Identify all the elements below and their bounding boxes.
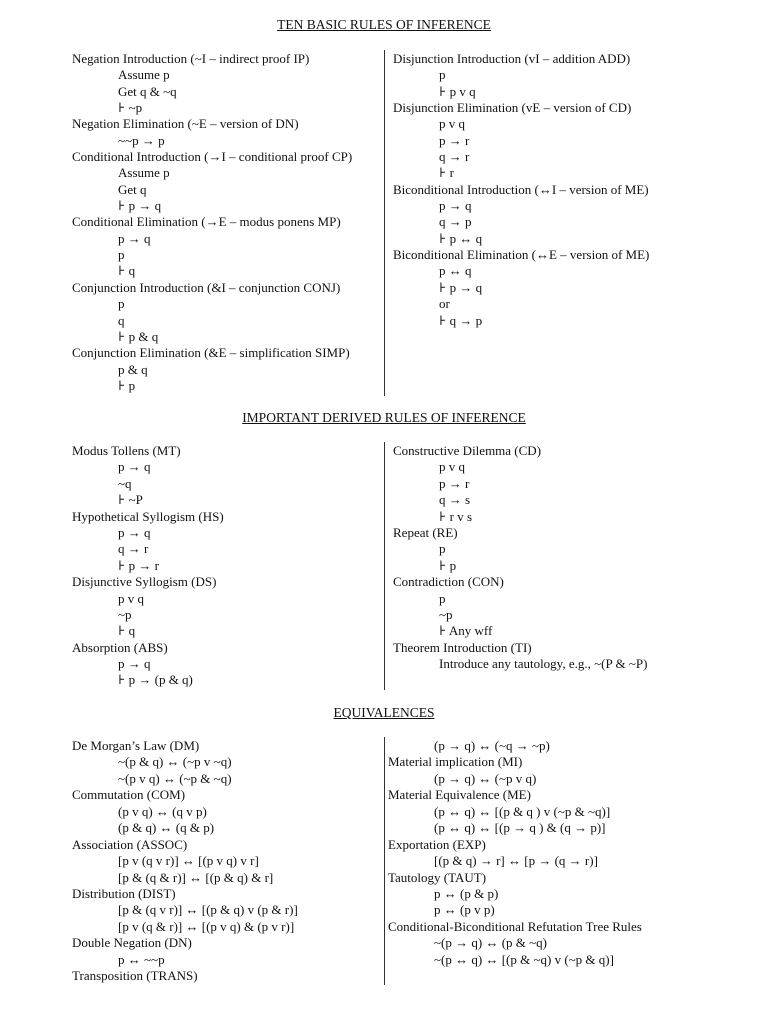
formula-line: Assume p [118, 165, 170, 181]
rule-name: Theorem Introduction (TI) [393, 639, 532, 655]
formula-line: Introduce any tautology, e.g., ~(P & ~P) [439, 656, 648, 672]
formula-line: p [118, 247, 125, 263]
formula-line: Get q & ~q [118, 83, 177, 99]
formula-line: p ↔ (p & p) [434, 885, 499, 901]
formula-line: [p & (q v r)] ↔ [(p & q) v (p & r)] [118, 902, 298, 918]
formula-line: p → q [118, 656, 151, 672]
rule-name: Tautology (TAUT) [388, 869, 487, 885]
rule-name: Conjunction Introduction (&I – conjunction CONJ) [72, 279, 341, 295]
formula-line: (p ↔ q) ↔ [(p → q ) & (q → p)] [434, 820, 606, 836]
rule-name: Biconditional Elimination (↔E – version of ME) [393, 247, 650, 263]
formula-line: p v q [439, 116, 465, 132]
equivalences-left-column [72, 738, 298, 985]
formula-line: ~p [439, 606, 453, 622]
formula-line: ⊦ q [118, 623, 136, 639]
formula-line: (p → q) ↔ (~q → ~p) [434, 738, 550, 753]
formula-line: ⊦ p v q [439, 83, 476, 99]
formula-line: ⊦ p & q [118, 328, 159, 344]
formula-line: ⊦ r [439, 165, 454, 181]
formula-line: q → s [439, 492, 471, 508]
formula-line: p → q [118, 230, 151, 246]
formula-line: p [118, 296, 125, 312]
rule-name: Repeat (RE) [393, 524, 458, 540]
rule-name: Contradiction (CON) [393, 574, 504, 590]
formula-line: ⊦ ~p [118, 100, 143, 116]
rule-name: Transposition (TRANS) [72, 968, 198, 984]
formula-line: (p v q) ↔ (q v p) [118, 803, 207, 819]
formula-line: p v q [439, 459, 465, 475]
rule-name: Disjunction Elimination (vE – version of CD) [393, 100, 632, 116]
rule-name: Disjunction Introduction (vI – addition ADD) [393, 51, 631, 66]
rule-name: Conjunction Elimination (&E – simplification SIMP) [72, 345, 350, 361]
formula-line: [p & (q & r)] ↔ [(p & q) & r] [118, 869, 274, 885]
derived-rules-heading: IMPORTANT DERIVED RULES OF INFERENCE [242, 410, 526, 425]
formula-line: p → r [439, 475, 470, 491]
rule-name: Absorption (ABS) [72, 639, 168, 655]
formula-line: p → q [118, 459, 151, 475]
formula-line: q [118, 312, 125, 328]
formula-line: ⊦ p ↔ q [439, 230, 483, 246]
formula-line: q → r [439, 149, 470, 165]
basic-rules-divider [384, 50, 385, 396]
formula-line: ~(p & q) ↔ (~p v ~q) [118, 754, 232, 770]
formula-line: ⊦ p → (p & q) [118, 672, 193, 688]
formula-line: (p → q) ↔ (~p v q) [434, 770, 537, 786]
formula-line: p [439, 590, 446, 606]
rule-name: Double Negation (DN) [72, 935, 192, 951]
formula-line: (p ↔ q) ↔ [(p & q ) v (~p & ~q)] [434, 803, 611, 819]
formula-line: p [439, 67, 446, 83]
derived-rules-right-column [393, 443, 647, 672]
rule-name: Conditional-Biconditional Refutation Tree Rules [388, 918, 642, 934]
formula-line: p → q [439, 198, 472, 214]
rule-name: Material Equivalence (ME) [388, 787, 531, 803]
rule-name: Biconditional Introduction (↔I – version of ME) [393, 181, 649, 197]
formula-line: p ↔ q [439, 263, 472, 279]
formula-line: ⊦ p [118, 377, 136, 393]
formula-line: p & q [118, 361, 148, 377]
formula-line: ~q [118, 475, 132, 491]
formula-line: ~~p → p [118, 132, 165, 148]
formula-line: p v q [118, 590, 144, 606]
formula-line: Assume p [118, 67, 170, 83]
derived-rules-divider [384, 442, 385, 690]
formula-line: ~(p ↔ q) ↔ [(p & ~q) v (~p & q)] [434, 951, 614, 967]
formula-line: ⊦ ~P [118, 492, 143, 508]
formula-line: p [439, 541, 446, 557]
rule-name: Material implication (MI) [388, 754, 523, 770]
rule-name: Distribution (DIST) [72, 885, 176, 901]
formula-line: ⊦ r v s [439, 508, 473, 524]
basic-rules-left-column [72, 51, 352, 394]
formula-line: p → q [118, 524, 151, 540]
equivalences-divider [384, 737, 385, 985]
equivalences-heading: EQUIVALENCES [333, 705, 435, 720]
formula-line: p → r [439, 132, 470, 148]
rule-name: Exportation (EXP) [388, 836, 486, 852]
formula-line: p ↔ (p v p) [434, 902, 495, 918]
rule-name: Conditional Elimination (→E – modus ponens MP) [72, 214, 341, 230]
rule-name: Disjunctive Syllogism (DS) [72, 574, 217, 590]
formula-line: ⊦ q → p [439, 312, 483, 328]
derived-rules-left-column [72, 443, 224, 689]
formula-line: [p v (q v r)] ↔ [(p v q) v r] [118, 853, 259, 869]
formula-line: or [439, 296, 450, 312]
formula-line: [(p & q) → r] ↔ [p → (q → r)] [434, 853, 598, 869]
formula-line: Get q [118, 181, 147, 197]
rule-name: Negation Elimination (~E – version of DN) [72, 116, 299, 132]
formula-line: [p v (q & r)] ↔ [(p v q) & (p v r)] [118, 918, 295, 934]
formula-line: ⊦ Any wff [439, 623, 493, 639]
basic-rules-heading: TEN BASIC RULES OF INFERENCE [277, 17, 491, 32]
rule-name: Constructive Dilemma (CD) [393, 443, 542, 458]
formula-line: ⊦ p → q [118, 198, 162, 214]
formula-line: ~(p v q) ↔ (~p & ~q) [118, 770, 232, 786]
formula-line: ⊦ p → r [118, 557, 159, 573]
rule-name: De Morgan’s Law (DM) [72, 738, 200, 753]
rule-name: Modus Tollens (MT) [72, 443, 181, 458]
basic-rules-right-column [393, 51, 649, 329]
formula-line: p ↔ ~~p [118, 951, 165, 967]
rule-name: Commutation (COM) [72, 787, 186, 803]
formula-line: ⊦ p → q [439, 279, 483, 295]
equivalences-right-column [388, 738, 642, 968]
formula-line: ⊦ q [118, 263, 136, 279]
formula-line: q → r [118, 541, 149, 557]
rule-name: Association (ASSOC) [72, 836, 188, 852]
formula-line: ~p [118, 606, 132, 622]
formula-line: q → p [439, 214, 472, 230]
rule-name: Hypothetical Syllogism (HS) [72, 508, 224, 524]
formula-line: ⊦ p [439, 557, 457, 573]
rule-name: Negation Introduction (~I – indirect proof IP) [72, 51, 310, 66]
rule-name: Conditional Introduction (→I – conditional proof CP) [72, 149, 353, 165]
formula-line: ~(p → q) ↔ (p & ~q) [434, 935, 547, 951]
formula-line: (p & q) ↔ (q & p) [118, 820, 215, 836]
